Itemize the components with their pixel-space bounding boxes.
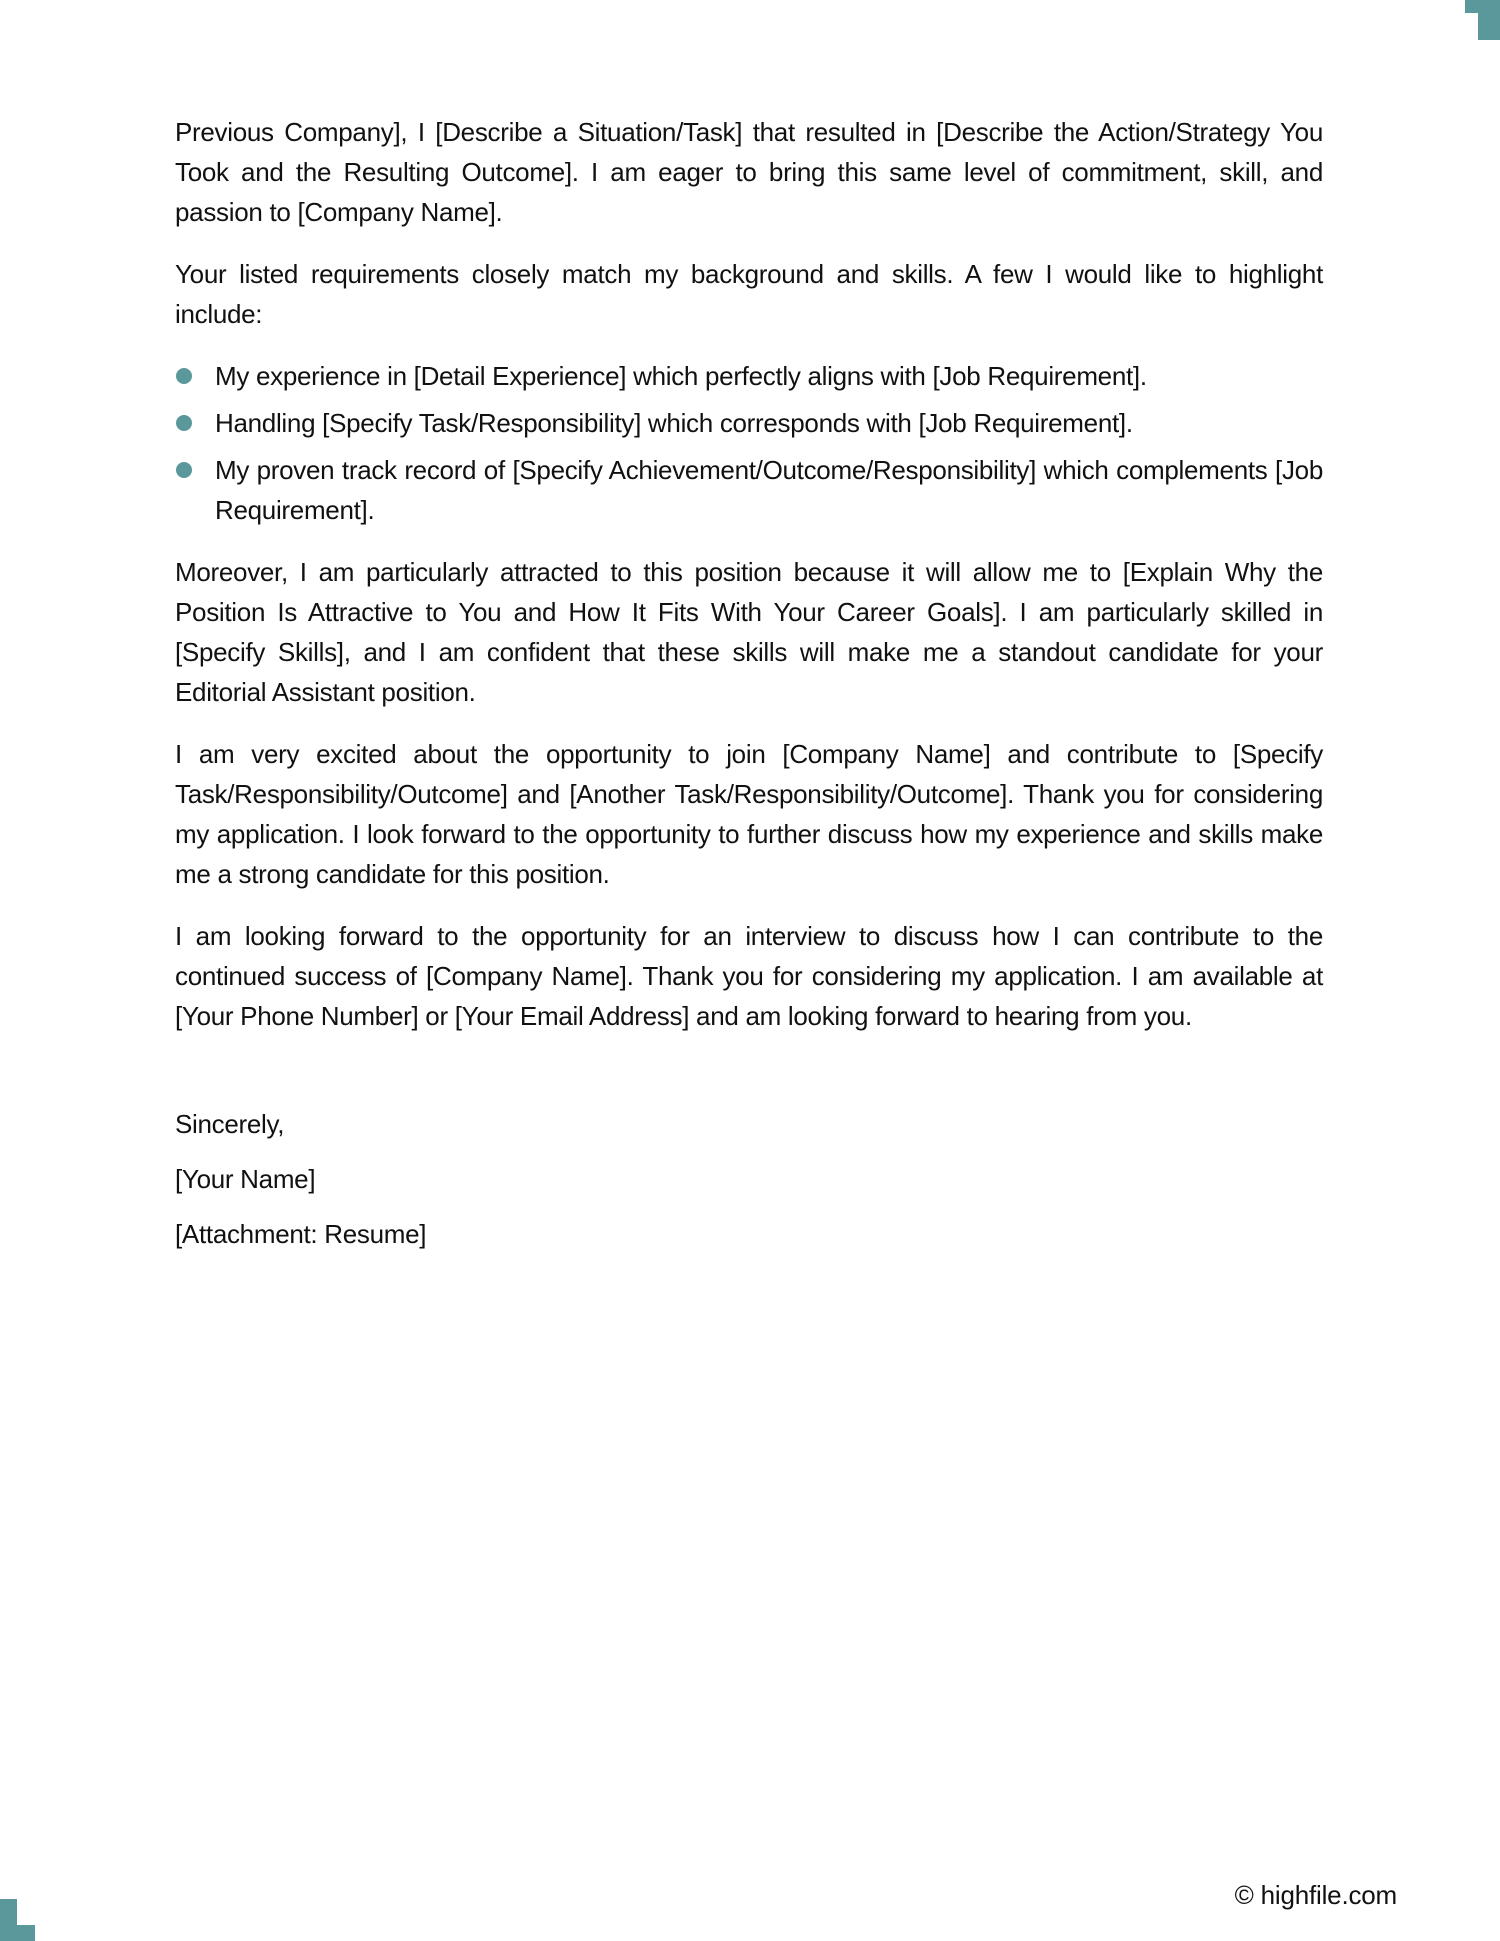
letter-paragraph: Moreover, I am particularly attracted to this position because it will allow me to [Explain Why the Position Is Attractive to You and How It Fits With Your Career Goals]. I am particularly skilled in [Specify Skills], and I am confident that these skills will make me a standout candidate for your Editorial Assistant position. bbox=[175, 557, 1323, 707]
letter-paragraph: Previous Company], I [Describe a Situation/Task] that resulted in [Describe the Action/Strategy You Took and the Resulting Outcome]. I am eager to bring this same level of commitment, skill, and passion to [Company Name]. bbox=[175, 117, 1323, 227]
highlights-list bbox=[175, 356, 1323, 530]
top-right-corner-decoration bbox=[1478, 0, 1500, 40]
list-item bbox=[175, 356, 1323, 396]
letter-paragraph: Your listed requirements closely match my background and skills. A few I would like to highlight include: bbox=[175, 259, 1323, 329]
list-item bbox=[175, 450, 1323, 530]
letter-body bbox=[175, 112, 1323, 1254]
list-item bbox=[175, 403, 1323, 443]
signature-salutation: Sincerely, bbox=[175, 1109, 285, 1139]
bullet-marker-icon bbox=[176, 415, 192, 431]
list-item-text: My proven track record of [Specify Achievement/Outcome/Responsibility] which complements [Job Requirement]. bbox=[215, 455, 1323, 525]
bullet-marker-icon bbox=[176, 368, 192, 384]
list-item-text: My experience in [Detail Experience] which perfectly aligns with [Job Requirement]. bbox=[215, 361, 1147, 391]
signature-block bbox=[175, 1104, 1323, 1254]
letter-paragraph: I am looking forward to the opportunity for an interview to discuss how I can contribute to the continued success of [Company Name]. Thank you for considering my application. I am available at [Your Phone Number] or [Your Email Address] and am looking forward to hearing from you. bbox=[175, 921, 1323, 1031]
signature-name: [Your Name] bbox=[175, 1164, 316, 1194]
signature-attachment: [Attachment: Resume] bbox=[175, 1219, 427, 1249]
footer-credit: © highfile.com bbox=[1234, 1880, 1397, 1910]
bottom-left-corner-decoration bbox=[0, 1925, 35, 1941]
letter-paragraph: I am very excited about the opportunity to join [Company Name] and contribute to [Specify Task/Responsibility/Outcome] and [Another Task/Responsibility/Outcome]. Thank you for considering my application. I look forward to the opportunity to further discuss how my experience and skills make me a strong candidate for this position. bbox=[175, 739, 1323, 889]
list-item-text: Handling [Specify Task/Responsibility] which corresponds with [Job Requirement]. bbox=[215, 408, 1133, 438]
bullet-marker-icon bbox=[176, 462, 192, 478]
